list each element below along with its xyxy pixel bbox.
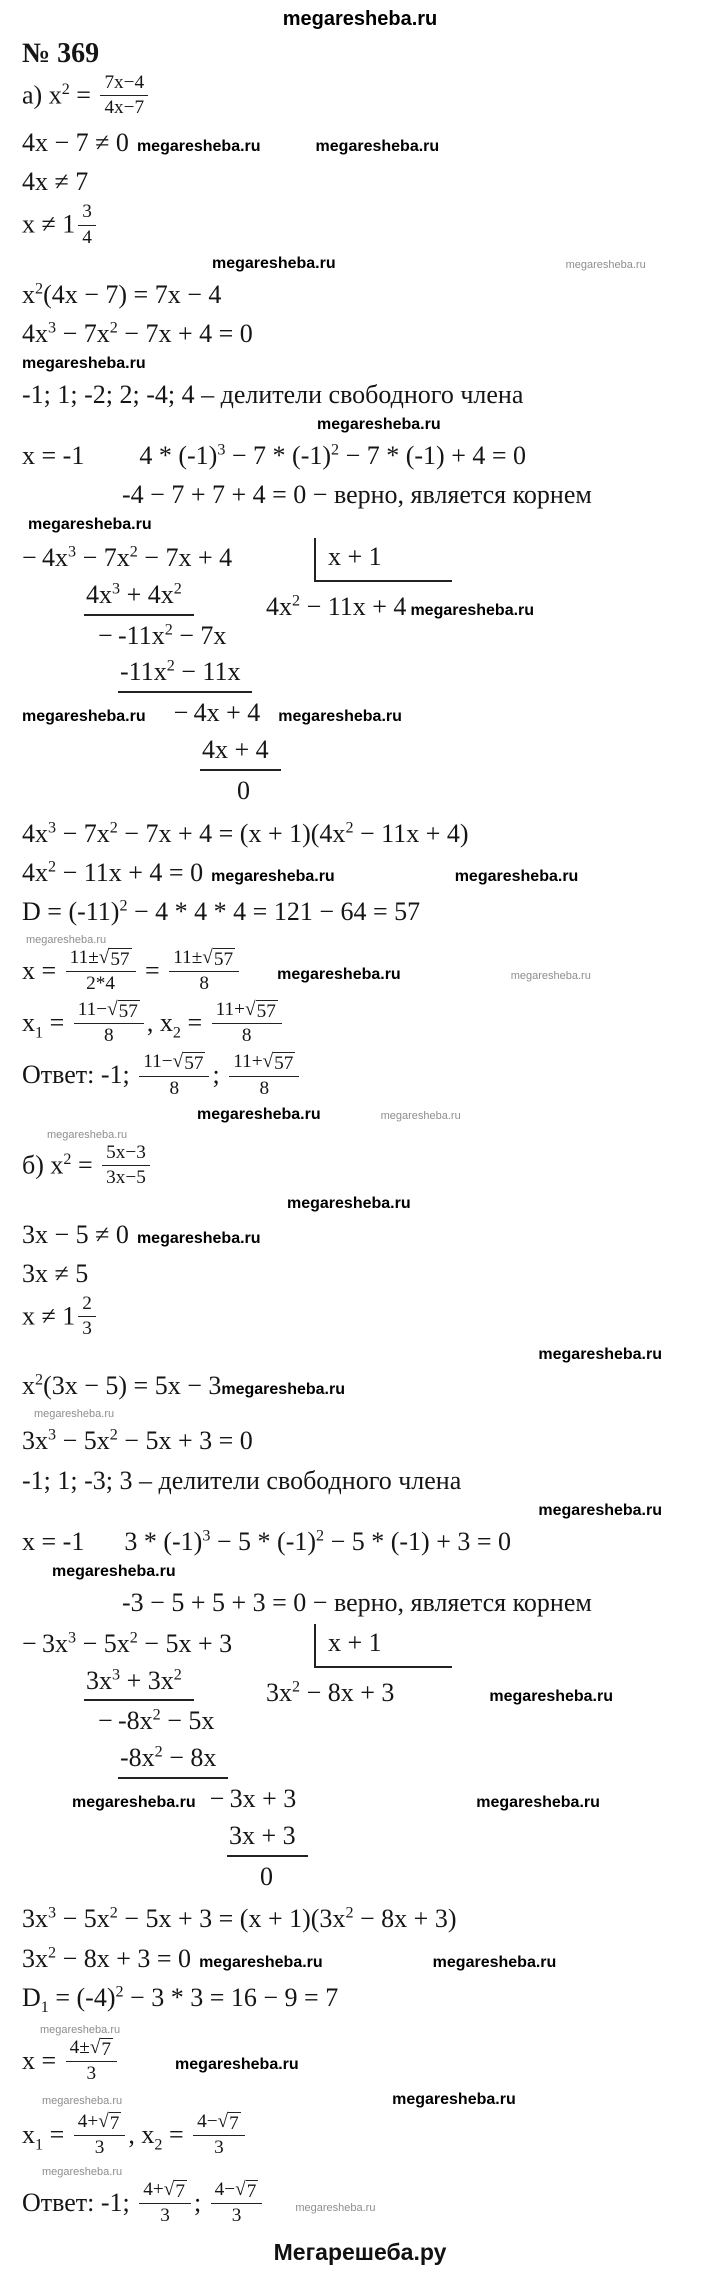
watermark-row [22, 414, 698, 436]
watermark-text: megaresheba.ru [136, 138, 261, 156]
watermark-row [22, 253, 698, 275]
watermark-text: megaresheba.ru [489, 1687, 613, 1705]
division-row [22, 1740, 698, 1781]
watermark-text: megaresheba.ru [432, 1953, 557, 1971]
watermark-text: megaresheba.ru [199, 1953, 323, 1971]
spacer [203, 874, 211, 875]
superscript: 2 [48, 858, 57, 876]
spacer [22, 425, 317, 426]
watermark-row [22, 1193, 698, 1215]
subscript: 1 [40, 1998, 49, 2016]
division-term: 4x + 4 [193, 698, 261, 728]
superscript: 3 [217, 441, 226, 459]
superscript: 2 [109, 319, 118, 337]
watermark-text: megaresheba.ru [410, 601, 535, 619]
fraction: 4+ √ 7 3 [139, 2179, 191, 2227]
superscript: 2 [109, 1904, 118, 1922]
watermark-text: megaresheba.ru [22, 708, 146, 726]
watermark-row [22, 514, 698, 536]
superscript: 2 [292, 592, 301, 610]
part-b-quadratic: $3x^2 - 8x + 3 = 0$ megaresheba.ru megaresheba.ru [22, 1943, 557, 1973]
division-term: $-8x^2 - 8x$ [118, 1741, 228, 1779]
spacer [336, 263, 566, 264]
spacer [261, 145, 316, 146]
part-b-divisors: -1; 1; -3; 3 – делители свободного члена [22, 1465, 462, 1495]
spacer [196, 1801, 210, 1802]
spacer [321, 1115, 381, 1116]
square-root: √ 7 [235, 2179, 257, 2203]
division-term: $3x^3 - 5x^2 - 5x + 3$ [42, 1628, 233, 1658]
watermark-row [22, 931, 698, 947]
division-term: 3x + 3 [227, 1819, 308, 1857]
watermark-text: megaresheba.ru [315, 138, 440, 156]
spacer [22, 1134, 47, 1135]
division-term: $3x^3 + 3x^2$ [84, 1664, 194, 1702]
fraction: $\frac{2}{3}$ [78, 1293, 96, 1340]
part-b-equation: б) $x^2$ = $\frac{5x-3}{3x-5}$ [22, 1142, 698, 1193]
divisor: x + 1 [314, 1624, 452, 1668]
superscript: 2 [345, 1904, 354, 1922]
watermark-text: megaresheba.ru [510, 970, 591, 983]
superscript: 3 [48, 819, 57, 837]
division-row [22, 1859, 698, 1896]
superscript: 3 [68, 1629, 77, 1647]
watermark-row [22, 1561, 698, 1583]
part-a-roots-formula: x = 11± √ 57 2*4 = 11± √ 57 8 megaresheba.ru megaresheba.ru [22, 946, 591, 995]
spacer [296, 1801, 476, 1802]
spacer [22, 1204, 287, 1205]
watermark-text: megaresheba.ru [538, 1346, 662, 1364]
watermark-text: megaresheba.ru [565, 258, 646, 271]
divisor: x + 1 [314, 538, 452, 582]
watermark-text: megaresheba.ru [287, 1194, 411, 1212]
superscript: 2 [109, 1426, 118, 1444]
superscript: 3 [48, 1426, 57, 1444]
watermark-text: megaresheba.ru [277, 966, 401, 984]
part-b-domain-2: 3x ≠ 5 [22, 1259, 89, 1289]
superscript: 2 [61, 80, 70, 98]
divisor-and-quotient [266, 1624, 613, 1710]
quotient: $3x^2 - 8x + 3$ megaresheba.ru [266, 1677, 613, 1707]
spacer [22, 2028, 40, 2029]
part-a-discriminant: $D = (-11)^2 - 4 * 4 * 4 = 121 - 64 = 57$ [22, 896, 421, 926]
watermark-row [22, 1126, 698, 1142]
problem-number: № 369 [22, 38, 100, 69]
division-row [22, 654, 698, 695]
division-row [22, 732, 698, 773]
superscript: 2 [129, 543, 138, 561]
square-root: √ 57 [262, 1051, 294, 1075]
division-row [22, 1781, 698, 1818]
spacer [265, 2205, 295, 2206]
watermark-text: megaresheba.ru [22, 354, 146, 372]
square-root: √ 57 [98, 946, 130, 970]
division-term: $-8x^2 - 5x$ [118, 1706, 215, 1736]
superscript: 2 [173, 1665, 182, 1683]
subscript: 1 [35, 1024, 44, 1042]
solution-body [22, 6, 698, 2231]
part-a-equation: а) $x^2$ = $\frac{7x-4}{4x-7}$ [22, 72, 698, 123]
superscript: 2 [109, 819, 118, 837]
square-root: √ 7 [163, 2179, 185, 2203]
watermark-row [22, 2021, 698, 2037]
division-term: 4x + 4 [200, 733, 281, 771]
division-row [22, 773, 698, 810]
watermark-text: megaresheba.ru [28, 516, 152, 534]
watermark-text: megaresheba.ru [197, 1105, 321, 1123]
part-b-cubic: $3x^3 - 5x^2 - 5x + 3 = 0$ [22, 1426, 253, 1456]
part-a-quadratic: $4x^2 - 11x + 4 = 0$ megaresheba.ru megaresheba.ru [22, 857, 579, 887]
superscript: 2 [154, 1743, 163, 1761]
part-a-multiplied: $x^2(4x - 7) = 7x - 4$ [22, 279, 222, 309]
watermark-text: megaresheba.ru [212, 254, 336, 272]
footer-site-name: Мегарешеба.ру [273, 2239, 447, 2266]
long-division-a [22, 536, 698, 814]
subscript: 2 [172, 1024, 181, 1042]
fraction: 4− √ 7 3 [211, 2179, 263, 2227]
superscript: 2 [345, 819, 354, 837]
part-a-domain-2: 4x ≠ 7 [22, 167, 89, 197]
watermark-text: megaresheba.ru [211, 867, 335, 885]
division-row [22, 1818, 698, 1859]
watermark-text: megaresheba.ru [175, 2055, 299, 2073]
watermark-text: megaresheba.ru [72, 1794, 196, 1812]
watermark-text: megaresheba.ru [42, 2094, 123, 2107]
spacer [22, 1413, 34, 1414]
square-root: √ 57 [172, 1051, 204, 1075]
fraction: 11+ √ 57 8 [229, 1051, 299, 1099]
part-b-discriminant: $D_1 = (-4)^2 - 3 * 3 = 16 - 9 = 7$ [22, 1982, 339, 2016]
part-b-answer: Ответ: -1; 4+ √ 7 3 ; 4− √ 7 3 megaresheba.ru [22, 2179, 376, 2227]
spacer [84, 1543, 124, 1544]
part-b-domain-1: 3x − 5 ≠ 0 megaresheba.ru [22, 1219, 261, 1249]
square-root: √ 7 [89, 2036, 112, 2060]
superscript: 2 [173, 580, 182, 598]
superscript: 3 [68, 543, 77, 561]
fraction: $\frac{5x-3}{3x-5}$ [102, 1142, 150, 1189]
fraction: 11+ √ 57 8 [212, 999, 282, 1047]
spacer [22, 2100, 42, 2101]
divisor-and-quotient [266, 538, 535, 624]
watermark-text: megaresheba.ru [136, 1229, 261, 1247]
fraction: $\frac{7x-4}{4x-7}$ [100, 72, 148, 119]
fraction: 4± √ 7 3 [66, 2037, 117, 2085]
division-term: $4x^3 + 4x^2$ [84, 578, 194, 616]
superscript: 2 [292, 1677, 301, 1695]
superscript: 3 [202, 1527, 211, 1544]
superscript: 2 [115, 1982, 124, 2000]
watermark-row [22, 1500, 698, 1522]
superscript: 3 [112, 580, 121, 598]
square-root: √ 7 [98, 2110, 120, 2134]
part-a-check-root: x = -1 $4 * (-1)^3 - 7 * (-1)^2 - 7 * (-1) + 4 = 0$ [22, 440, 527, 470]
superscript: 2 [35, 1371, 44, 1389]
division-row [22, 695, 698, 732]
fraction: 11− √ 57 8 [74, 999, 144, 1047]
part-a-factored: $4x^3 - 7x^2 - 7x + 4 = (x + 1)(4x^2 - 11x + 4)$ [22, 818, 469, 848]
spacer [401, 973, 511, 974]
spacer [22, 2171, 42, 2172]
division-term: $-11x^2 - 11x$ [118, 655, 252, 693]
superscript: 2 [164, 621, 173, 639]
spacer [120, 2062, 175, 2063]
superscript: 2 [166, 657, 175, 675]
square-root: √ 57 [202, 946, 234, 970]
part-b-domain-3: x ≠ 1 $\frac{2}{3}$ [22, 1293, 698, 1344]
superscript: 2 [316, 1527, 325, 1544]
watermark-row [22, 1104, 698, 1126]
watermark-text: megaresheba.ru [52, 1562, 176, 1580]
superscript: 3 [112, 1665, 121, 1683]
division-term: 0 [260, 1861, 273, 1891]
division-term: $-11x^2 - 7x$ [118, 620, 227, 650]
header-watermark [22, 6, 698, 32]
long-division-b [22, 1622, 698, 1900]
subtraction-sign: − [209, 1784, 225, 1814]
spacer [260, 715, 278, 716]
fraction: $\frac{3}{4}$ [78, 201, 96, 248]
spacer [129, 1237, 137, 1238]
fraction: 4+ √ 7 3 [74, 2111, 126, 2159]
watermark-text: megaresheba.ru [538, 1501, 662, 1519]
spacer [84, 457, 139, 458]
watermark-text: megaresheba.ru [278, 708, 402, 726]
division-term: 3x + 3 [229, 1784, 297, 1814]
part-b-check-result: -3 − 5 + 5 + 3 = 0 − верно, является корнем [122, 1587, 592, 1617]
superscript: 3 [48, 319, 57, 337]
watermark-text: megaresheba.ru [476, 1794, 600, 1812]
part-a-divisors: -1; 1; -2; 2; -4; 4 – делители свободного члена [22, 379, 524, 409]
subscript: 1 [35, 2136, 44, 2154]
subtraction-sign: − [98, 620, 113, 650]
superscript: 2 [129, 1629, 138, 1647]
watermark-row [22, 1405, 698, 1421]
watermark-text: megaresheba.ru [317, 415, 441, 433]
spacer [146, 715, 174, 716]
superscript: 2 [35, 279, 44, 297]
subscript: 2 [154, 2136, 163, 2154]
watermark-row [22, 2163, 698, 2179]
superscript: 3 [48, 1904, 57, 1922]
watermark-text: megaresheba.ru [34, 1408, 115, 1421]
watermark-text: megaresheba.ru [295, 2202, 376, 2215]
superscript: 2 [63, 1150, 72, 1168]
part-b-multiplied: $x^2(3x - 5) = 5x$ − 3megaresheba.ru [22, 1371, 345, 1401]
watermark-row [22, 2089, 698, 2111]
watermark-text: megaresheba.ru [380, 1109, 461, 1122]
division-term: $4x^3 - 7x^2 - 7x + 4$ [42, 543, 233, 573]
spacer [22, 1115, 197, 1116]
spacer [22, 263, 212, 264]
part-a-domain-3: x ≠ 1 $\frac{3}{4}$ [22, 201, 698, 252]
part-a-check-result: -4 − 7 + 7 + 4 = 0 − верно, является корнем [122, 480, 592, 509]
part-a-domain-1: 4x − 7 ≠ 0 megaresheba.ru megaresheba.ru [22, 128, 440, 158]
part-a-answer: Ответ: -1; 11− √ 57 8 ; 11+ √ 57 8 [22, 1051, 698, 1103]
fraction: 11± √ 57 2*4 [66, 947, 136, 995]
part-b-roots-formula: x = 4± √ 7 3 megaresheba.ru [22, 2036, 299, 2084]
fraction: 4− √ 7 3 [193, 2111, 245, 2159]
spacer [242, 973, 277, 974]
watermark-text: megaresheba.ru [40, 2023, 121, 2036]
quotient: $4x^2 - 11x + 4$ megaresheba.ru [266, 591, 535, 621]
subtraction-sign: − [22, 543, 37, 573]
spacer [191, 1960, 199, 1961]
fraction: 11± √ 57 8 [169, 947, 239, 995]
watermark-row [22, 353, 698, 375]
spacer [335, 874, 455, 875]
part-b-factored: $3x^3 - 5x^2 - 5x + 3 = (x + 1)(3x^2 - 8x + 3)$ [22, 1904, 457, 1934]
square-root: √ 57 [245, 999, 276, 1023]
spacer [129, 145, 137, 146]
part-a-roots: $x_1$ = 11− √ 57 8 , $x_2$ = 11+ √ 57 8 [22, 999, 698, 1051]
superscript: 2 [119, 897, 128, 915]
part-b-check-root: x = -1 $3 * (-1)^3 - 5 * (-1)^2 - 5 * (-1) + 3 = 0$ [22, 1526, 512, 1556]
watermark-row [22, 1344, 698, 1366]
spacer [22, 1801, 72, 1802]
watermark-text: megaresheba.ru [392, 2090, 516, 2108]
part-b-roots: $x_1$ = 4+ √ 7 3 , $x_2$ = 4− √ 7 3 [22, 2111, 698, 2163]
part-a-cubic: $4x^3 - 7x^2 - 7x + 4 = 0$ [22, 318, 253, 348]
square-root: √ 57 [107, 999, 138, 1023]
superscript: 2 [152, 1706, 161, 1724]
subtraction-sign: − [98, 1706, 113, 1736]
spacer [122, 2100, 392, 2101]
watermark-text: megaresheba.ru [26, 933, 107, 946]
watermark-text: megaresheba.ru [454, 867, 579, 885]
subtraction-sign: − [22, 1628, 37, 1658]
superscript: 2 [48, 1943, 57, 1961]
watermark-text: megaresheba.ru [42, 2166, 123, 2179]
spacer [22, 1572, 52, 1573]
watermark-text: megaresheba.ru [221, 1381, 345, 1399]
fraction: 11− √ 57 8 [139, 1051, 209, 1099]
subtraction-sign: − [173, 698, 189, 728]
division-term: 0 [237, 775, 250, 805]
watermark-text: megaresheba.ru [47, 1128, 128, 1141]
superscript: 2 [331, 441, 340, 459]
spacer [323, 1960, 433, 1961]
spacer [394, 1694, 489, 1695]
square-root: √ 7 [217, 2110, 239, 2134]
watermark-text: megaresheba.ru [282, 8, 438, 30]
